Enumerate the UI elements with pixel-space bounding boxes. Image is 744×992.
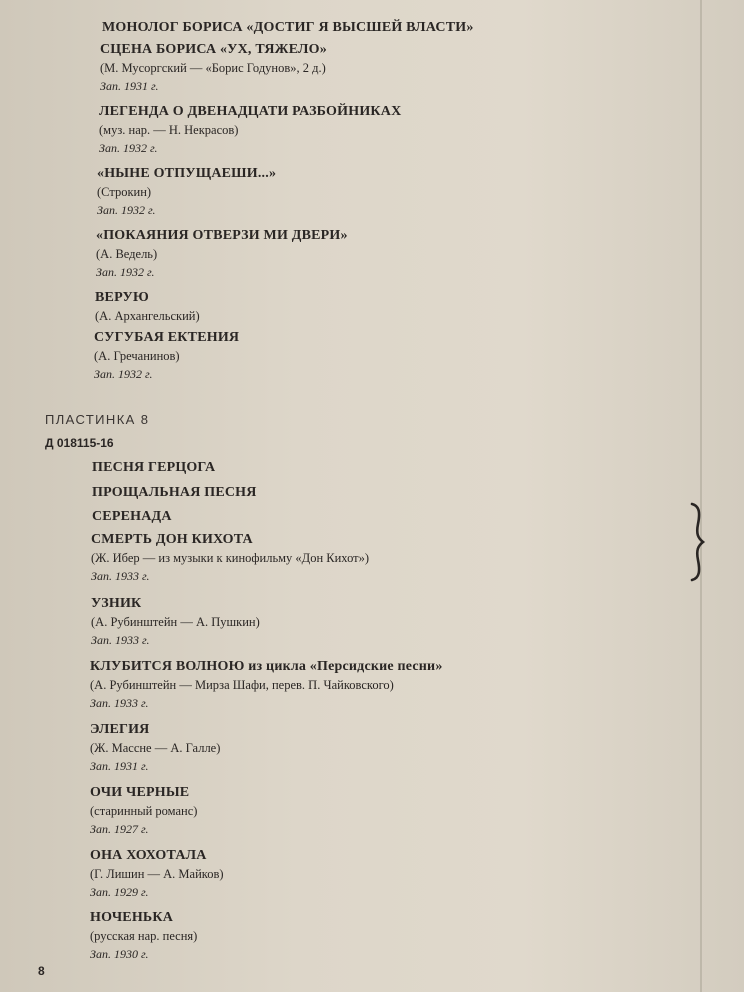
catalog-number: Д 018115-16 — [45, 436, 114, 450]
entry-veruyu — [95, 290, 200, 324]
entry-title: КЛУБИТСЯ ВОЛНОЮ из цикла «Персидские песни» — [90, 659, 443, 674]
entry-author: (А. Рубинштейн — Мирза Шафи, перев. П. Чайковского) — [90, 678, 394, 692]
entry-title: ПЕСНЯ ГЕРЦОГА — [92, 460, 216, 475]
entry-author: (муз. нар. — Н. Некрасов) — [99, 123, 239, 137]
entry-boris-monologue — [102, 20, 474, 36]
entry-year: Зап. 1933 г. — [91, 633, 150, 647]
record-label: ПЛАСТИНКА 8 — [45, 412, 150, 427]
entry-year: Зап. 1927 г. — [90, 822, 149, 836]
entry-uznik — [91, 596, 260, 648]
entry-year: Зап. 1931 г. — [100, 79, 159, 93]
entry-duke-song — [92, 460, 215, 476]
entry-author: (старинный романс) — [90, 804, 198, 818]
entry-year: Зап. 1930 г. — [90, 947, 149, 961]
entry-serenade — [92, 509, 172, 525]
entry-year: Зап. 1932 г. — [94, 367, 153, 381]
page-fold — [700, 0, 702, 992]
entry-year: Зап. 1929 г. — [90, 885, 149, 899]
entry-title: СУГУБАЯ ЕКТЕНИЯ — [94, 330, 240, 345]
entry-author: (А. Рубинштейн — А. Пушкин) — [91, 615, 260, 629]
entry-year: Зап. 1932 г. — [97, 203, 156, 217]
curly-brace-icon — [688, 500, 708, 584]
entry-title: СМЕРТЬ ДОН КИХОТА — [91, 532, 253, 547]
entry-year: Зап. 1931 г. — [90, 759, 149, 773]
entry-year: Зап. 1933 г. — [91, 569, 150, 583]
entry-year: Зап. 1932 г. — [99, 141, 158, 155]
entry-ochi-chernye — [90, 785, 197, 837]
entry-legend — [99, 104, 401, 156]
entry-title: НОЧЕНЬКА — [90, 910, 174, 925]
entry-pokayaniya — [96, 228, 348, 280]
entry-author: (Ж. Ибер — из музыки к кинофильму «Дон Кихот») — [91, 551, 370, 565]
page-number: 8 — [38, 964, 45, 978]
entry-title: ЛЕГЕНДА О ДВЕНАДЦАТИ РАЗБОЙНИКАХ — [99, 104, 402, 119]
entry-death-don-quixote — [91, 532, 369, 584]
entry-klubitsya-volnoyu — [90, 659, 443, 711]
entry-author: (русская нар. песня) — [90, 929, 198, 943]
entry-farewell-song — [92, 485, 257, 501]
entry-title: ВЕРУЮ — [95, 290, 149, 305]
entry-author: (Ж. Массне — А. Галле) — [90, 741, 221, 755]
entry-title: ЭЛЕГИЯ — [90, 722, 150, 737]
entry-title: СЕРЕНАДА — [92, 509, 172, 524]
entry-boris-scene — [100, 42, 327, 94]
entry-author: (Г. Лишин — А. Майков) — [90, 867, 224, 881]
entry-title: СЦЕНА БОРИСА «УХ, ТЯЖЕЛО» — [100, 42, 327, 57]
entry-year: Зап. 1933 г. — [90, 696, 149, 710]
entry-year: Зап. 1932 г. — [96, 265, 155, 279]
entry-title: ОЧИ ЧЕРНЫЕ — [90, 785, 190, 800]
entry-author: (Строкин) — [97, 185, 152, 199]
entry-title: ОНА ХОХОТАЛА — [90, 848, 207, 863]
entry-title: УЗНИК — [91, 596, 142, 611]
entry-author: (А. Ведель) — [96, 247, 158, 261]
entry-author: (А. Гречанинов) — [94, 349, 180, 363]
entry-title: МОНОЛОГ БОРИСА «ДОСТИГ Я ВЫСШЕЙ ВЛАСТИ» — [102, 20, 474, 35]
entry-nyne-otpushchaeshi — [97, 166, 276, 218]
entry-elegy — [90, 722, 220, 774]
entry-title: «НЫНЕ ОТПУЩАЕШИ...» — [97, 166, 277, 181]
entry-title: ПРОЩАЛЬНАЯ ПЕСНЯ — [92, 485, 257, 500]
entry-nochenka — [90, 910, 197, 962]
entry-author: (М. Мусоргский — «Борис Годунов», 2 д.) — [100, 61, 326, 75]
entry-ona-khokhotala — [90, 848, 224, 900]
entry-sugubaya-ektenia — [94, 330, 239, 382]
entry-author: (А. Архангельский) — [95, 309, 200, 323]
entry-title: «ПОКАЯНИЯ ОТВЕРЗИ МИ ДВЕРИ» — [96, 228, 348, 243]
